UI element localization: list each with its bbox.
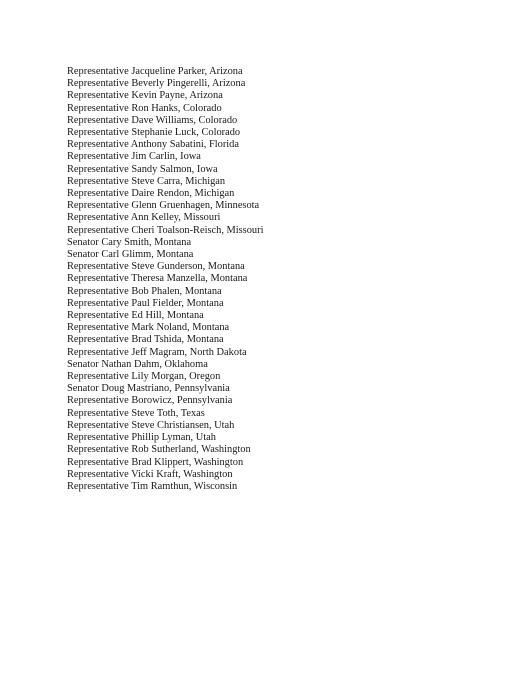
signatory-line: Senator Carl Glimm, Montana — [67, 249, 194, 261]
signatory-line: Representative Brad Tshida, Montana — [67, 334, 224, 346]
signatory-line: Representative Beverly Pingerelli, Arizona — [67, 78, 246, 90]
signatory-line: Representative Ron Hanks, Colorado — [67, 102, 222, 114]
signatory-list — [67, 66, 263, 493]
signatory-line: Representative Steve Toth, Texas — [67, 407, 205, 419]
signatory-line: Representative Jeff Magram, North Dakota — [67, 346, 247, 358]
signatory-line: Representative Daire Rendon, Michigan — [67, 188, 235, 200]
signatory-line: Representative Sandy Salmon, Iowa — [67, 163, 218, 175]
signatory-line: Representative Steve Gunderson, Montana — [67, 261, 245, 273]
signatory-line: Representative Mark Noland, Montana — [67, 322, 230, 334]
signatory-line: Representative Lily Morgan, Oregon — [67, 371, 221, 383]
signatory-line: Representative Dave Williams, Colorado — [67, 114, 238, 126]
signatory-line: Representative Vicki Kraft, Washington — [67, 468, 233, 480]
signatory-line: Senator Doug Mastriano, Pennsylvania — [67, 383, 230, 395]
signatory-line: Representative Jacqueline Parker, Arizona — [67, 66, 243, 77]
signatory-line: Representative Rob Sutherland, Washington — [67, 444, 251, 456]
signatory-line: Representative Borowicz, Pennsylvania — [67, 395, 233, 407]
signatory-line: Representative Steve Carra, Michigan — [67, 175, 226, 187]
signatory-line: Senator Nathan Dahm, Oklahoma — [67, 358, 208, 370]
signatory-line: Representative Stephanie Luck, Colorado — [67, 127, 241, 139]
signatory-line: Representative Jim Carlin, Iowa — [67, 151, 201, 163]
signatory-line: Representative Kevin Payne, Arizona — [67, 90, 223, 102]
signatory-line: Representative Ed Hill, Montana — [67, 310, 204, 322]
signatory-line: Representative Phillip Lyman, Utah — [67, 432, 216, 444]
signatory-line: Representative Bob Phalen, Montana — [67, 285, 222, 297]
signatory-line: Representative Tim Ramthun, Wisconsin — [67, 480, 238, 492]
signatory-line: Representative Steve Christiansen, Utah — [67, 419, 235, 431]
signatory-line: Senator Cary Smith, Montana — [67, 236, 192, 248]
signatory-line: Representative Brad Klippert, Washington — [67, 456, 244, 468]
signatory-line: Representative Cheri Toalson-Reisch, Missouri — [67, 224, 264, 236]
signatory-line: Representative Ann Kelley, Missouri — [67, 212, 221, 224]
signatory-line: Representative Paul Fielder, Montana — [67, 297, 224, 309]
signatory-line: Representative Glenn Gruenhagen, Minnesota — [67, 200, 260, 212]
signatory-line: Representative Theresa Manzella, Montana — [67, 273, 248, 285]
signatory-line: Representative Anthony Sabatini, Florida — [67, 139, 239, 151]
